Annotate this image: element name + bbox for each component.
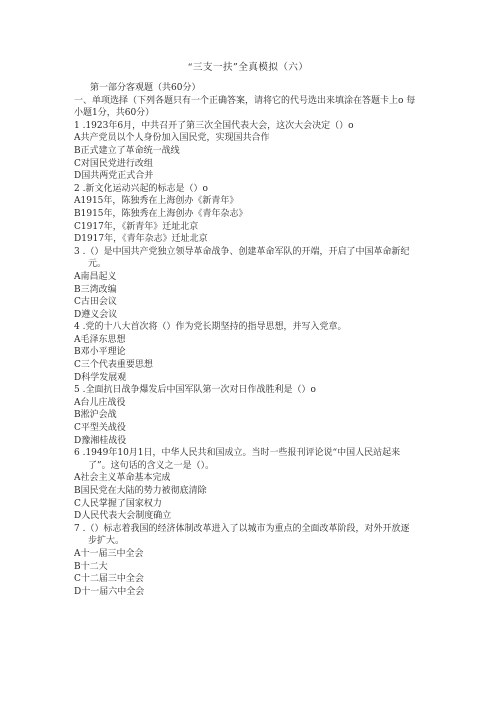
question-3-stem-line1: 3 .（）是中国共产党独立领导革命战争、创建革命军队的开端，开启了中国革命新纪 — [74, 246, 410, 257]
question-3-option-d: D遵义会议 — [74, 309, 118, 320]
question-6-stem-line2: 了”。这句话的含义之一是（）。 — [88, 460, 215, 471]
question-3-option-b: B三湾改编 — [74, 284, 117, 295]
question-6-stem-line1: 6 .1949年10月1日，中华人民共和国成立。当时一些报刊评论说“中国人民站起来 — [74, 448, 401, 459]
question-4-option-c: C三个代表重要思想 — [74, 360, 153, 371]
question-1-option-a: A共产党员以个人身份加入国民党，实现国共合作 — [74, 133, 270, 144]
question-3-option-a: A南昌起义 — [74, 271, 117, 282]
document-body — [74, 82, 426, 598]
question-6-option-d: D人民代表大会制度确立 — [74, 511, 172, 522]
question-5-option-a: A台儿庄战役 — [74, 397, 126, 408]
question-4-option-d: D科学发展观 — [74, 372, 127, 383]
question-2-option-d: D1917年，《青年杂志》迁址北京 — [74, 234, 208, 245]
question-1-option-c: C对国民党进行改组 — [74, 158, 153, 169]
question-5-option-d: D豫湘桂战役 — [74, 435, 127, 446]
document-title: “三支一扶”全真模拟（六） — [187, 62, 309, 73]
question-5-option-c: C平型关战役 — [74, 423, 126, 434]
part-heading: 第一部分客观题（共60分） — [90, 83, 201, 93]
question-2-option-b: B1915年，陈独秀在上海创办《青年杂志》 — [74, 208, 248, 219]
question-2-option-c: C1917年，《新青年》迁址北京 — [74, 221, 199, 232]
question-3-stem-line2: 元。 — [88, 259, 107, 270]
question-2-stem: 2 .新文化运动兴起的标志是（）o — [74, 183, 208, 194]
question-1-stem: 1 .1923年6月，中共召开了第三次全国代表大会，这次大会决定（）o — [74, 120, 354, 131]
question-1-option-d: D国共两党正式合并 — [74, 171, 154, 182]
question-7-stem-line2: 步扩大。 — [88, 536, 125, 547]
question-1-option-b: B正式建立了革命统一战线 — [74, 145, 180, 156]
question-3-option-c: C古田会议 — [74, 297, 117, 308]
question-2-option-a: A1915年，陈独秀在上海创办《新青年》 — [74, 196, 239, 207]
section-heading-line1: 一、单项选择（下列各题只有一个正确答案，请将它的代号选出来填涂在答题卡上o 每 — [74, 95, 416, 106]
question-4-stem: 4 .党的十八大首次将（）作为党长期坚持的指导思想，并写入党章。 — [74, 322, 347, 333]
question-6-option-a: A社会主义革命基本完成 — [74, 473, 171, 484]
question-7-option-d: D十一届六中全会 — [74, 586, 145, 597]
question-7-option-b: B十二大 — [74, 561, 108, 572]
question-7-option-a: A十一届三中全会 — [74, 548, 144, 559]
question-7-stem-line1: 7 .（）标志着我国的经济体制改革进入了以城市为重点的全面改革阶段，对外开放逐 — [74, 523, 410, 534]
question-6-option-c: C人民掌握了国家权力 — [74, 498, 162, 509]
question-5-option-b: B淞沪会战 — [74, 410, 117, 421]
question-7-option-c: C十二届三中全会 — [74, 574, 144, 585]
section-heading-line2: 小题1分，共60分） — [74, 108, 155, 119]
question-4-option-b: B邓小平理论 — [74, 347, 126, 358]
question-4-option-a: A毛泽东思想 — [74, 334, 126, 345]
question-5-stem: 5 .全面抗日战争爆发后中国军队第一次对日作战胜利是（）o — [74, 385, 316, 396]
question-6-option-b: B国民党在大陆的势力被彻底清除 — [74, 486, 207, 496]
